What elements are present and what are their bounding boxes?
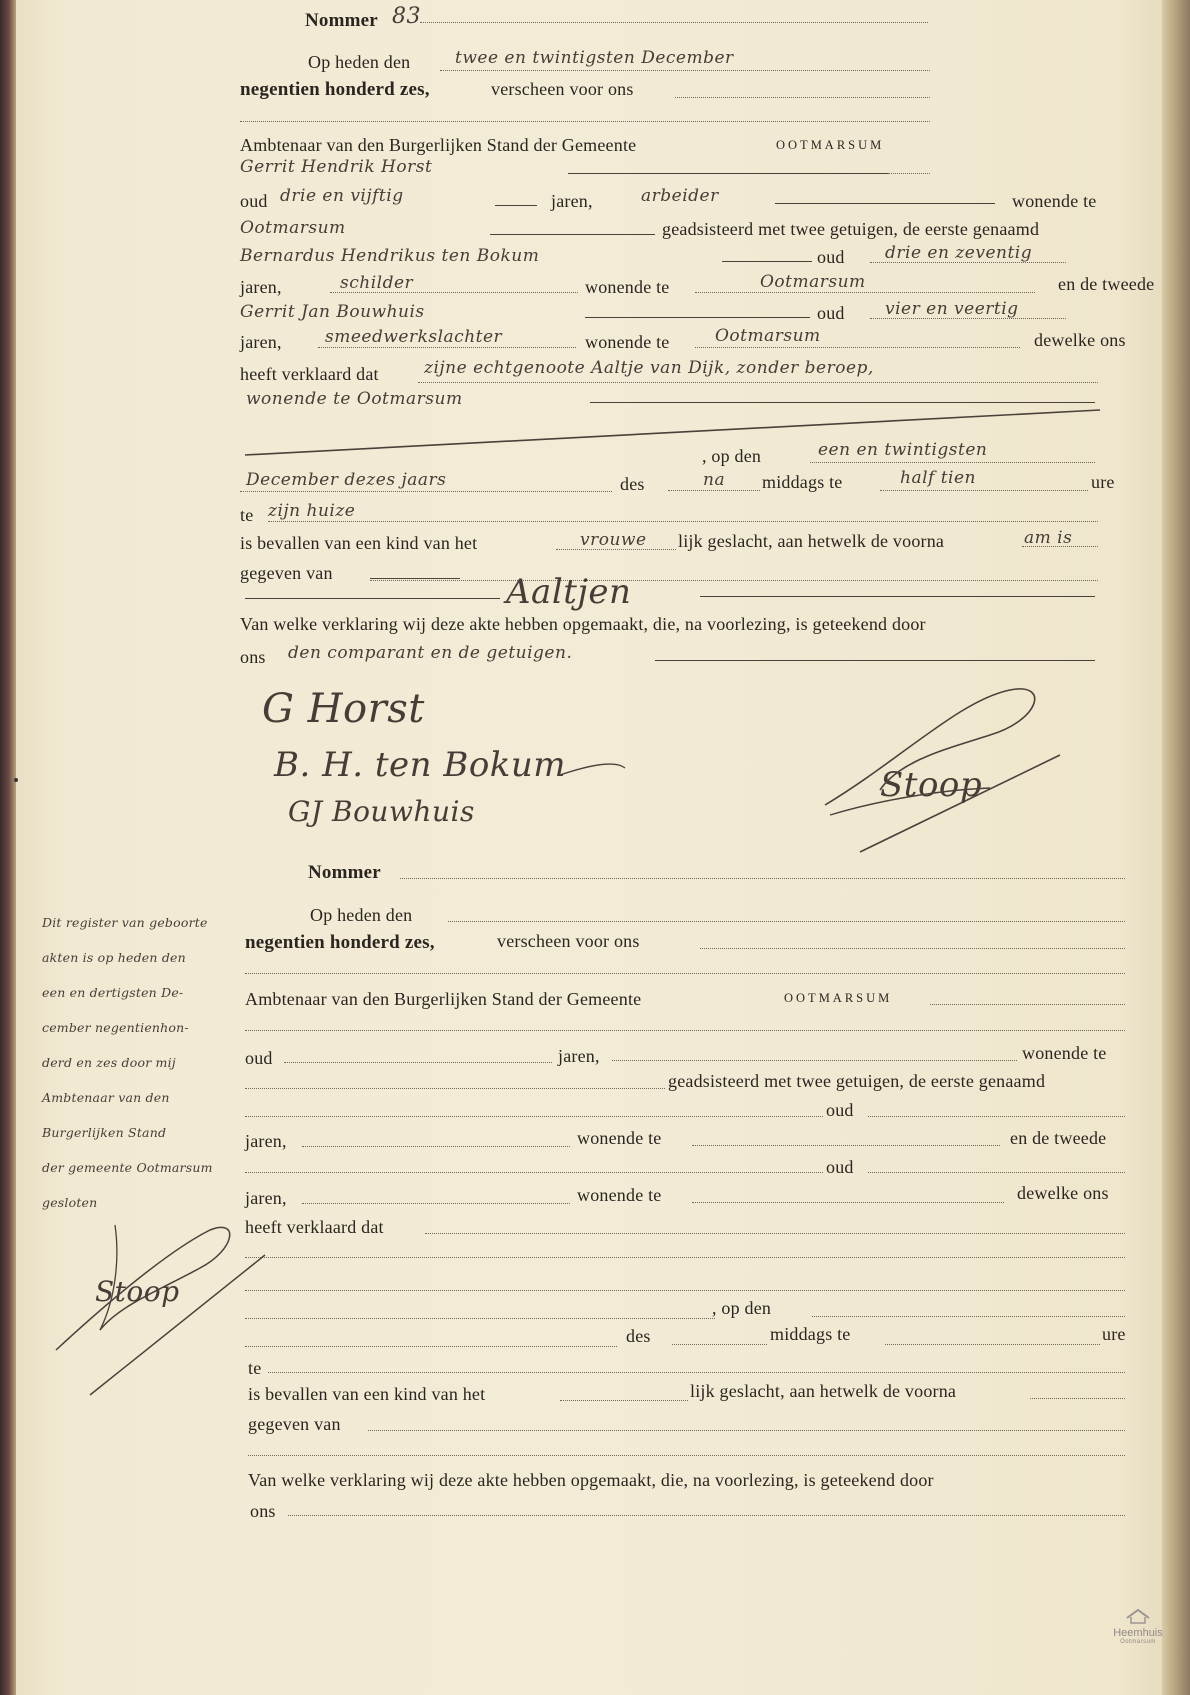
lijk-geslacht-label: lijk geslacht, aan hetwelk de voorna — [678, 531, 945, 551]
witness1-wonende-label: wonende te — [577, 1128, 662, 1148]
ons-label: ons — [240, 647, 266, 667]
ambtenaar-label: Ambtenaar van den Burgerlijken Stand der Gemeente — [240, 135, 637, 155]
margin-official-signature: Stoop — [95, 1275, 180, 1308]
geadsisteerd-label: geadsisteerd met twee getuigen, de eerste genaamd — [668, 1071, 1046, 1091]
nommer-label: Nommer — [308, 862, 381, 883]
witness2-wonende-label: wonende te — [577, 1185, 662, 1205]
dewelke-ons-label: dewelke ons — [1034, 330, 1126, 350]
watermark-name: Heemhuis — [1113, 1627, 1163, 1639]
witness1-jaren-label: jaren, — [240, 277, 282, 297]
heemhuis-watermark — [1108, 1608, 1168, 1648]
witness1-wonende-label: wonende te — [585, 277, 670, 297]
time-of-day-handwritten: na — [703, 470, 726, 490]
heeft-verklaard-label: heeft verklaard dat — [245, 1217, 384, 1237]
nommer-value: 83 — [392, 4, 421, 29]
witness2-residence-handwritten: Ootmarsum — [715, 326, 821, 346]
father-occupation-handwritten: arbeider — [641, 186, 719, 206]
op-den-label: , op den — [702, 446, 762, 466]
witness1-oud-label: oud — [826, 1100, 854, 1120]
witness2-oud-label: oud — [817, 303, 845, 323]
birth-month-handwritten: December dezes jaars — [246, 470, 447, 490]
father-age-handwritten: drie en vijftig — [280, 186, 404, 206]
margin-note-line: derd en zes door mij — [42, 1055, 176, 1070]
oud-label: oud — [245, 1048, 273, 1068]
date-handwritten: twee en twintigsten December — [455, 48, 734, 68]
father-residence-handwritten: Ootmarsum — [240, 218, 346, 238]
gegeven-van-label: gegeven van — [248, 1414, 341, 1434]
witness2-jaren-label: jaren, — [245, 1188, 287, 1208]
wonende-label: wonende te — [1022, 1043, 1107, 1063]
margin-note-line: een en dertigsten De- — [42, 985, 184, 1000]
witness2-age-handwritten: vier en veertig — [885, 299, 1019, 319]
heeft-verklaard-label: heeft verklaard dat — [240, 364, 379, 384]
margin-note-line: der gemeente Ootmarsum — [42, 1160, 213, 1175]
signed-by-handwritten: den comparant en de getuigen. — [288, 643, 573, 663]
en-de-tweede-label: en de tweede — [1010, 1128, 1107, 1148]
witness1-occupation-handwritten: schilder — [340, 273, 414, 293]
van-welke-label: Van welke verklaring wij deze akte hebben opgemaakt, die, na voorlezing, is geteekend door — [248, 1470, 934, 1490]
declaration-line2-handwritten: wonende te Ootmarsum — [246, 389, 463, 409]
jaren-label: jaren, — [551, 191, 593, 211]
birth-day-handwritten: een en twintigsten — [818, 440, 988, 460]
signature-father: G Horst — [262, 686, 425, 732]
margin-note-line: gesloten — [42, 1195, 98, 1210]
father-name-handwritten: Gerrit Hendrik Horst — [240, 157, 433, 177]
margin-note-line: Dit register van geboorte — [42, 915, 208, 930]
year-line: negentien honderd zes, — [245, 932, 435, 953]
witness2-oud-label: oud — [826, 1157, 854, 1177]
en-de-tweede-label: en de tweede — [1058, 274, 1155, 294]
oud-label: oud — [240, 191, 268, 211]
ons-label: ons — [250, 1501, 276, 1521]
ure-label: ure — [1091, 472, 1115, 492]
child-name-handwritten: Aaltjen — [506, 572, 632, 612]
sex-handwritten: vrouwe — [580, 530, 647, 550]
op-heden-label: Op heden den — [310, 905, 413, 925]
witness2-name-handwritten: Gerrit Jan Bouwhuis — [240, 302, 425, 322]
witness2-occupation-handwritten: smeedwerkslachter — [325, 327, 503, 347]
op-heden-label: Op heden den — [308, 52, 411, 72]
middags-te-label: middags te — [762, 472, 843, 492]
geadsisteerd-label: geadsisteerd met twee getuigen, de eerste genaamd — [662, 219, 1040, 239]
verscheen-label: verscheen voor ons — [491, 79, 634, 99]
verscheen-label: verscheen voor ons — [497, 931, 640, 951]
official-signature: Stoop — [880, 765, 983, 805]
te-label: te — [248, 1358, 262, 1378]
te-label: te — [240, 505, 254, 525]
witness1-oud-label: oud — [817, 247, 845, 267]
des-label: des — [620, 474, 645, 494]
house-icon — [1125, 1608, 1151, 1624]
witness1-name-handwritten: Bernardus Hendrikus ten Bokum — [240, 246, 540, 266]
signature-witness2: GJ Bouwhuis — [288, 795, 475, 828]
margin-note-line: cember negentienhon- — [42, 1020, 189, 1035]
ure-label: ure — [1102, 1324, 1126, 1344]
nommer-label: Nommer — [305, 10, 378, 31]
dewelke-ons-label: dewelke ons — [1017, 1183, 1109, 1203]
gemeente-name: OOTMARSUM — [784, 991, 893, 1005]
year-line: negentien honderd zes, — [240, 79, 430, 100]
op-den-label: , op den — [712, 1298, 772, 1318]
watermark-sub: Ootmarsum — [1120, 1639, 1156, 1645]
margin-note-line: Ambtenaar van den — [42, 1090, 170, 1105]
margin-note-line: akten is op heden den — [42, 950, 186, 965]
witness1-jaren-label: jaren, — [245, 1131, 287, 1151]
margin-note-line: Burgerlijken Stand — [42, 1125, 167, 1140]
witness2-jaren-label: jaren, — [240, 332, 282, 352]
birth-hour-handwritten: half tien — [900, 468, 976, 488]
gegeven-van-label: gegeven van — [240, 563, 333, 583]
ambtenaar-label: Ambtenaar van den Burgerlijken Stand der Gemeente — [245, 989, 642, 1009]
am-is-handwritten: am is — [1024, 528, 1073, 548]
wonende-label: wonende te — [1012, 191, 1097, 211]
witness1-age-handwritten: drie en zeventig — [885, 243, 1033, 263]
lijk-geslacht-label: lijk geslacht, aan hetwelk de voorna — [690, 1381, 957, 1401]
van-welke-label: Van welke verklaring wij deze akte hebben opgemaakt, die, na voorlezing, is geteekend door — [240, 614, 926, 634]
des-label: des — [626, 1326, 651, 1346]
bevallen-label: is bevallen van een kind van het — [248, 1384, 486, 1404]
witness1-residence-handwritten: Ootmarsum — [760, 272, 866, 292]
birth-place-handwritten: zijn huize — [268, 501, 356, 521]
jaren-label: jaren, — [558, 1046, 600, 1066]
declaration-line1-handwritten: zijne echtgenoote Aaltje van Dijk, zonder beroep, — [424, 358, 874, 378]
gemeente-name: OOTMARSUM — [776, 138, 885, 152]
signature-witness1: B. H. ten Bokum — [274, 745, 567, 785]
middags-te-label: middags te — [770, 1324, 851, 1344]
bevallen-label: is bevallen van een kind van het — [240, 533, 478, 553]
witness2-wonende-label: wonende te — [585, 332, 670, 352]
